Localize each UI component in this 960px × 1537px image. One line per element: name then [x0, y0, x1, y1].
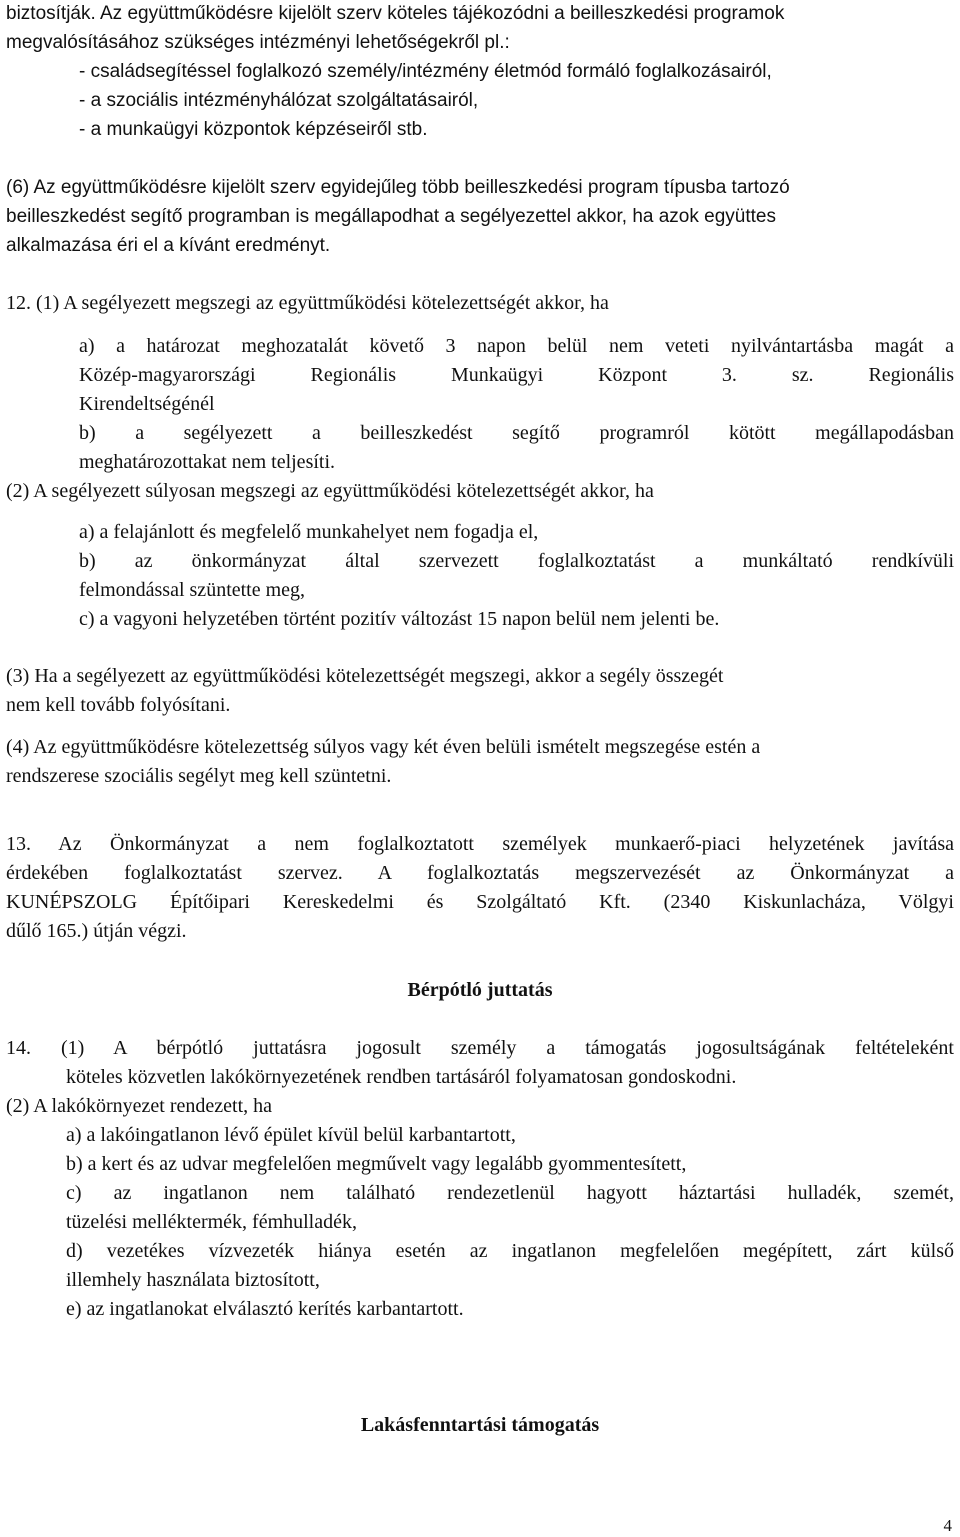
section-13-line: 13. Az Önkormányzat a nem foglalkoztatott személyek munkaerő-piaci helyzetének javítása: [6, 833, 954, 855]
section-13-line: KUNÉPSZOLG Építőipari Kereskedelmi és Szolgáltató Kft. (2340 Kiskunlacháza, Völgyi: [6, 891, 954, 913]
s12-paragraph-2: (2) A segélyezett súlyosan megszegi az együttműködési kötelezettségét akkor, ha: [6, 480, 654, 502]
s12-item-a-line: Kirendeltségénél: [79, 393, 215, 415]
s12-p2-item-c: c) a vagyoni helyzetében történt pozitív változást 15 napon belül nem jelenti be.: [79, 608, 720, 630]
section-12-heading-line: 12. (1) A segélyezett megszegi az együttműködési kötelezettségét akkor, ha: [6, 292, 609, 314]
s12-paragraph-4-line: rendszerese szociális segélyt meg kell szüntetni.: [6, 765, 392, 787]
s12-paragraph-4-line: (4) Az együttműködésre kötelezettség súlyos vagy két éven belüli ismételt megszegése estén a: [6, 736, 761, 758]
section-title-berpotlo: Bérpótló juttatás: [407, 979, 553, 1001]
paragraph-6-line: beilleszkedést segítő programban is megállapodhat a segélyezettel akkor, ha azok együttes: [6, 206, 776, 227]
s12-item-b-line: meghatározottakat nem teljesíti.: [79, 451, 336, 473]
paragraph-6-line: alkalmazása éri el a kívánt eredményt.: [6, 235, 331, 256]
bullet-item: - családsegítéssel foglalkozó személy/intézmény életmód formáló foglalkozásairól,: [79, 61, 772, 82]
section-title-lakasfenntartasi: Lakásfenntartási támogatás: [360, 1414, 600, 1436]
s12-p2-item-b-line: felmondással szüntette meg,: [79, 579, 306, 601]
s12-item-b-line: b) a segélyezett a beilleszkedést segítő programról kötött megállapodásban: [79, 422, 954, 444]
s14-list-item: c) az ingatlanon nem található rendezetlenül hagyott háztartási hulladék, szemét,: [66, 1182, 954, 1204]
s12-item-a-line: Közép-magyarországi Regionális Munkaügyi Központ 3. sz. Regionális: [79, 364, 954, 386]
bullet-item: - a munkaügyi központok képzéseiről stb.: [79, 119, 428, 140]
s14-list-item: tüzelési melléktermék, fémhulladék,: [66, 1211, 357, 1233]
s12-paragraph-3-line: (3) Ha a segélyezett az együttműködési kötelezettségét megszegi, akkor a segély összegét: [6, 665, 724, 687]
s14-list-item: d) vezetékes vízvezeték hiánya esetén az ingatlanon megfelelően megépített, zárt külső: [66, 1240, 954, 1262]
intro-line: biztosítják. Az együttműködésre kijelölt szerv köteles tájékozódni a beilleszkedési programok: [6, 3, 785, 24]
s12-p2-item-a: a) a felajánlott és megfelelő munkahelyet nem fogadja el,: [79, 521, 539, 543]
s14-list-item: illemhely használata biztosított,: [66, 1269, 320, 1291]
section-13-line: dűlő 165.) útján végzi.: [6, 920, 187, 942]
section-14-line: 14. (1) A bérpótló juttatásra jogosult személy a támogatás jogosultságának feltételeként: [6, 1037, 954, 1059]
s12-paragraph-3-line: nem kell tovább folyósítani.: [6, 694, 231, 716]
section-14-line: köteles közvetlen lakókörnyezetének rendben tartásáról folyamatosan gondoskodni.: [66, 1066, 737, 1088]
s14-list-item: e) az ingatlanokat elválasztó kerítés karbantartott.: [66, 1298, 464, 1320]
s12-item-a-line: a) a határozat meghozatalát követő 3 napon belül nem veteti nyilvántartásba magát a: [79, 335, 954, 357]
paragraph-6-line: (6) Az együttműködésre kijelölt szerv egyidejűleg több beilleszkedési program típusba tartozó: [6, 177, 790, 198]
intro-line: megvalósításához szükséges intézményi lehetőségekről pl.:: [6, 32, 510, 53]
s14-list-item: a) a lakóingatlanon lévő épület kívül belül karbantartott,: [66, 1124, 516, 1146]
s12-p2-item-b-line: b) az önkormányzat által szervezett foglalkoztatást a munkáltató rendkívüli: [79, 550, 954, 572]
section-13-line: érdekében foglalkoztatást szervez. A foglalkoztatás megszervezését az Önkormányzat a: [6, 862, 954, 884]
s14-list-item: b) a kert és az udvar megfelelően megművelt vagy legalább gyommentesített,: [66, 1153, 687, 1175]
bullet-item: - a szociális intézményhálózat szolgáltatásairól,: [79, 90, 479, 111]
page-number: 4: [943, 1516, 952, 1535]
s14-paragraph-2: (2) A lakókörnyezet rendezett, ha: [6, 1095, 272, 1117]
